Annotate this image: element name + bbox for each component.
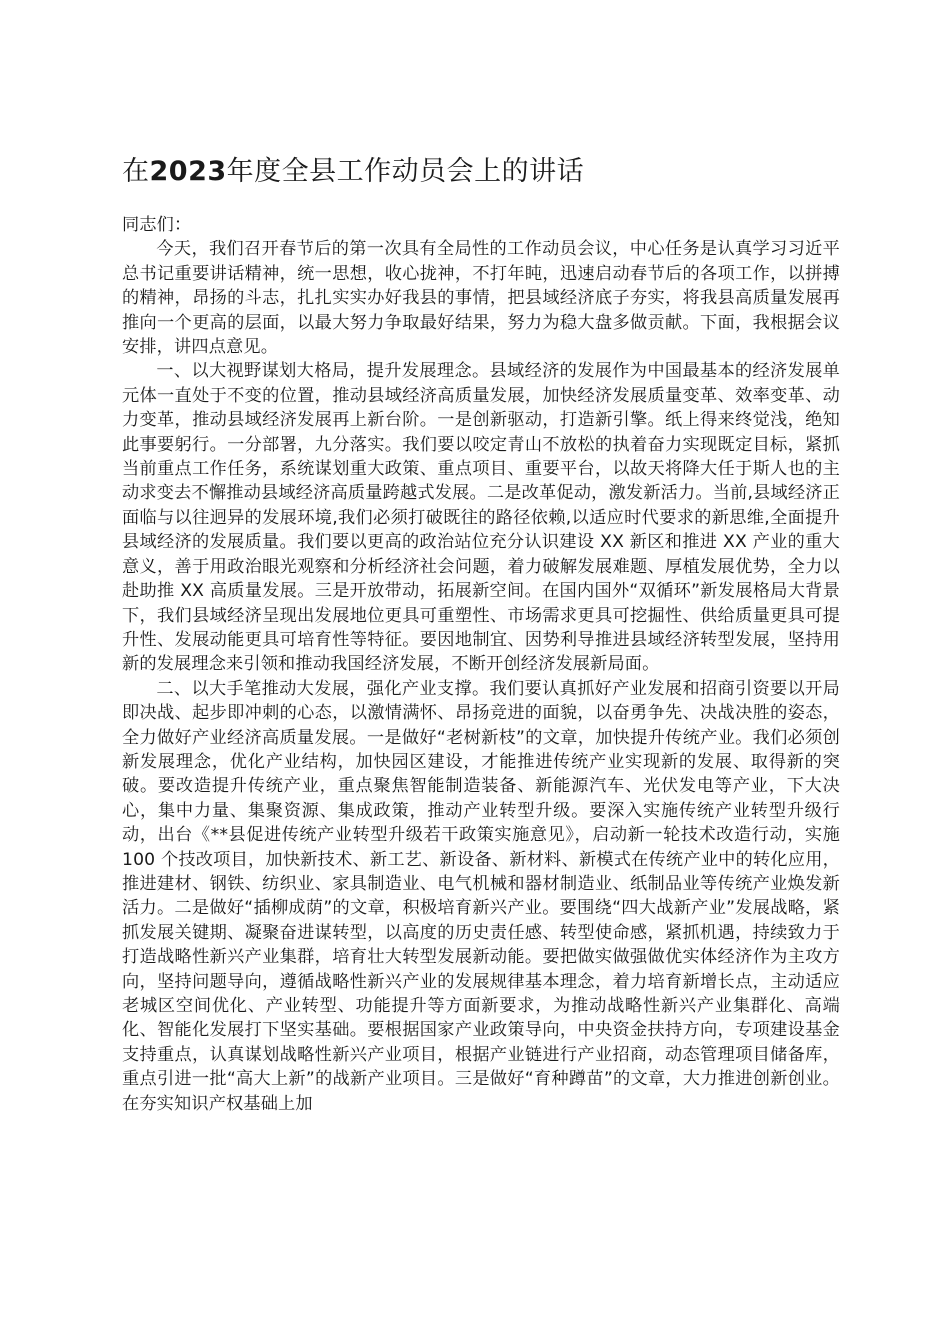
title-prefix: 在 xyxy=(122,156,150,187)
title-suffix: 年度全县工作动员会上的讲话 xyxy=(226,156,585,187)
document-title xyxy=(122,152,842,192)
salutation: 同志们： xyxy=(122,215,192,235)
paragraph-section-two: 二、以大手笔推动大发展，强化产业支撑。我们要认真抓好产业发展和招商引资要以开局即决战、起步即冲刺的心态，以激情满怀、昂扬竞进的面貌，以奋勇争先、决战决胜的姿态，全力做好产业经济高质量发展。一是做好“老树新枝”的文章，加快提升传统产业。我们必须创新发展理念，优化产业结构，加快园区建设，才能推进传统产业实现新的发展、取得新的突破。要改造提升传统产业，重点聚焦智能制造装备、新能源汽车、光伏发电等产业，下大决心，集中力量、集聚资源、集成政策，推动产业转型升级。要深入实施传统产业转型升级行动，出台《**县促进传统产业转型升级若干政策实施意见》，启动新一轮技术改造行动，实施 100 个技改项目，加快新技术、新工艺、新设备、新材料、新模式在传统产业中的转化应用，推进建材、钢铁、纺织业、家具制造业、电气机械和器材制造业、纸制品业等传统产业焕发新活力。二是做好“插柳成荫”的文章，积极培育新兴产业。要围绕“四大战新产业”发展战略，紧抓发展关键期、凝聚奋进谋转型，以高度的历史责任感、转型使命感，紧抓机遇，持续致力于打造战略性新兴产业集群，培育壮大转型发展新动能。要把做实做强做优实体经济作为主攻方向，坚持问题导向，遵循战略性新兴产业的发展规律基本理念，着力培育新增长点，主动适应老城区空间优化、产业转型、功能提升等方面新要求，为推动战略性新兴产业集群化、高端化、智能化发展打下坚实基础。要根据国家产业政策导向，中央资金扶持方向，专项建设基金支持重点，认真谋划战略性新兴产业项目，根据产业链进行产业招商，动态管理项目储备库，重点引进一批“高大上新”的战新产业项目。三是做好“育种蹲苗”的文章，大力推进创新创业。在夯实知识产权基础上加 xyxy=(122,678,840,1114)
title-year: 2023 xyxy=(149,156,227,187)
paragraph-section-one: 一、以大视野谋划大格局，提升发展理念。县域经济的发展作为中国最基本的经济发展单元体一直处于不变的位置，推动县域经济高质量发展，加快经济发展质量变革、效率变革、动力变革，推动县域经济发展再上新台阶。一是创新驱动，打造新引擎。纸上得来终觉浅，绝知此事要躬行。一分部署，九分落实。我们要以咬定青山不放松的执着奋力实现既定目标，紧抓当前重点工作任务，系统谋划重大政策、重点项目、重要平台，以故天将降大任于斯人也的主动求变去不懈推动县域经济高质量跨越式发展。二是改革促动，激发新活力。当前,县域经济正面临与以往迥异的发展环境,我们必须打破既往的路径依赖,以适应时代要求的新思维,全面提升县域经济的发展质量。我们要以更高的政治站位充分认识建设 XX 新区和推进 XX 产业的重大意义，善于用政治眼光观察和分析经济社会问题，着力破解发展难题、厚植发展优势，全力以赴助推 XX 高质量发展。三是开放带动，拓展新空间。在国内国外“双循环”新发展格局大背景下，我们县域经济呈现出发展地位更具可重塑性、市场需求更具可挖掘性、供给质量更具可提升性、发展动能更具可培育性等特征。要因地制宜、因势利导推进县域经济转型发展，坚持用新的发展理念来引领和推动我国经济发展，不断开创经济发展新局面。 xyxy=(122,361,840,675)
document-body xyxy=(122,213,840,1116)
paragraph-intro: 今天，我们召开春节后的第一次具有全局性的工作动员会议，中心任务是认真学习习近平总书记重要讲话精神，统一思想，收心拢神，不打年盹，迅速启动春节后的各项工作，以拼搏的精神，昂扬的斗志，扎扎实实办好我县的事情，把县域经济底子夯实，将我县高质量发展再推向一个更高的层面，以最大努力争取最好结果，努力为稳大盘多做贡献。下面，我根据会议安排，讲四点意见。 xyxy=(122,239,840,358)
